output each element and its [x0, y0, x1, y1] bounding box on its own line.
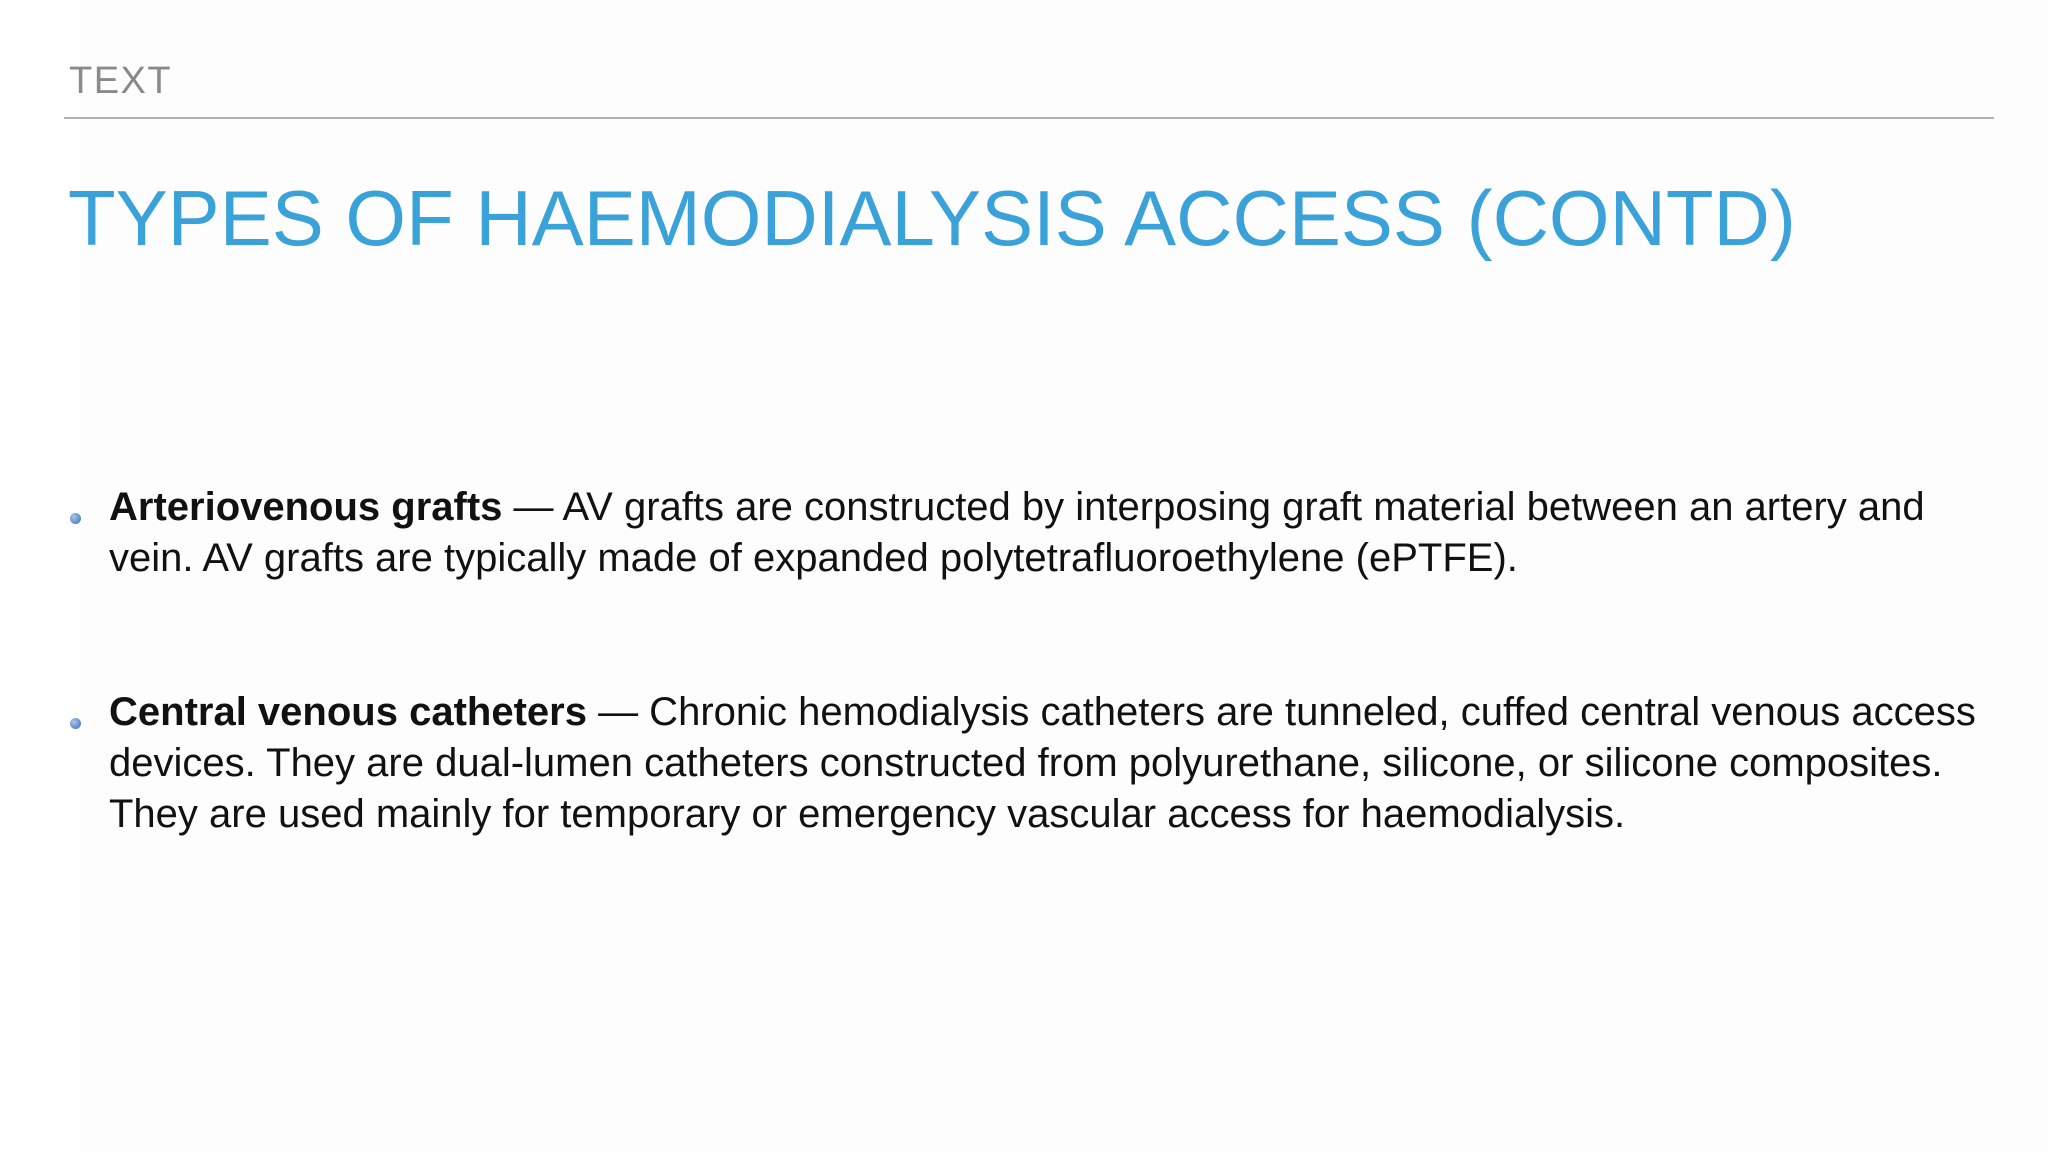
section-label: TEXT	[69, 60, 173, 102]
bullet-dot-icon	[70, 513, 81, 524]
bullet-item-arteriovenous-grafts	[68, 482, 1998, 584]
bullet-text: — AV grafts are constructed by interposing graft material between an artery and vein. AV grafts are typically made of expanded polytetrafluoroethylene (ePTFE).	[109, 485, 1925, 580]
bullet-text: — Chronic hemodialysis catheters are tunneled, cuffed central venous access devices. They are dual-lumen catheters constructed from polyurethane, silicone, or silicone composites. They are used mainly for temporary or emergency vascular access for haemodialysis.	[109, 690, 1976, 836]
bullet-term: Arteriovenous grafts	[109, 485, 503, 529]
bullet-item-central-venous-catheters	[68, 687, 1998, 840]
slide-title: TYPES OF HAEMODIALYSIS ACCESS (CONTD)	[68, 174, 1796, 262]
bullet-list	[68, 482, 1998, 840]
bullet-term: Central venous catheters	[109, 690, 587, 734]
bullet-dot-icon	[70, 718, 81, 729]
header-divider	[64, 117, 1994, 119]
